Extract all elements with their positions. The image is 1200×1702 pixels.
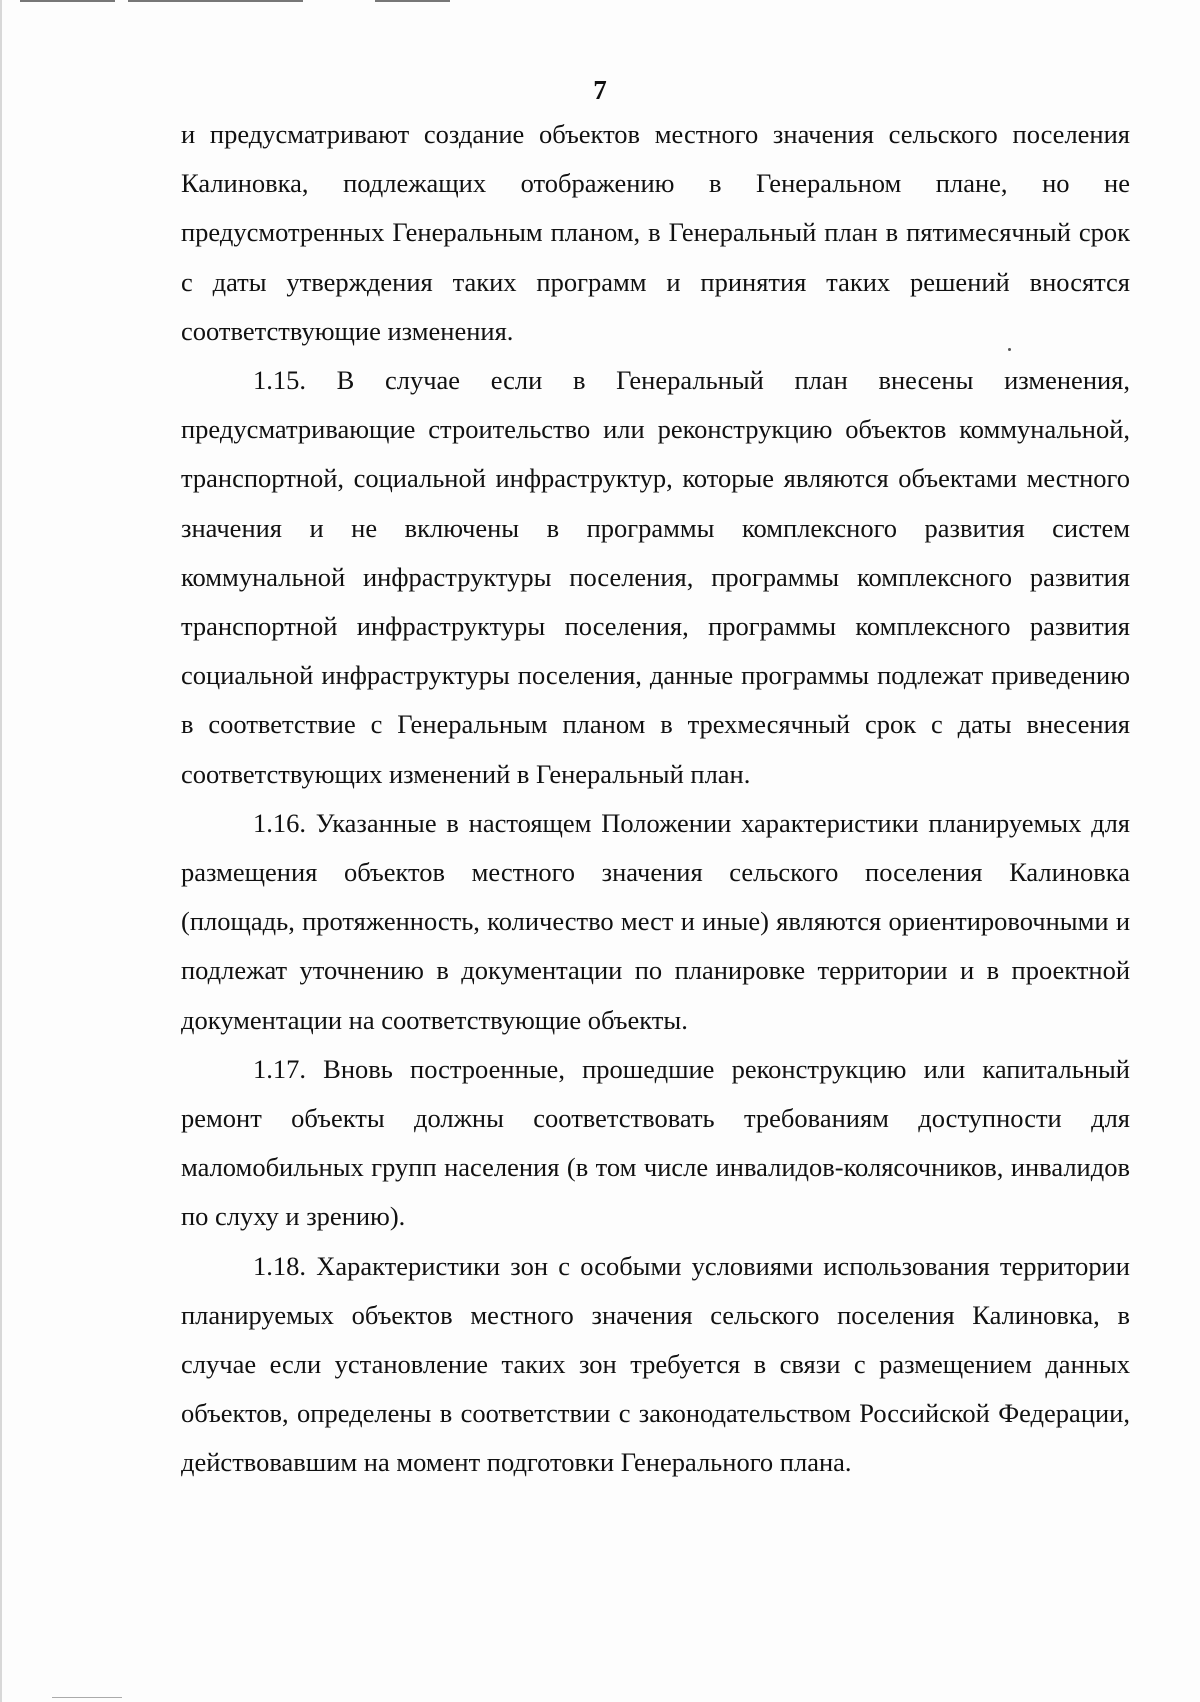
scan-line-artifact <box>52 1697 122 1698</box>
paragraph-1-16: 1.16. Указанные в настоящем Положении характеристики планируемых для размещения объектов местного значения сельского поселения Калиновка (площадь, протяженность, количество мест и иные) являются ориентировочными и подлежат уточнению в документации по планировке территории и в проектной документации на соответствующие объекты. <box>181 807 1130 1035</box>
scan-line-artifact <box>128 0 303 2</box>
page-number: 7 <box>593 75 607 105</box>
paragraph-1-17: 1.17. Вновь построенные, прошедшие реконструкцию или капитальный ремонт объекты должны соответствовать требованиям доступности для маломобильных групп населения (в том числе инвалидов-колясочников, инвалидов по слуху и зрению). <box>181 1053 1130 1232</box>
scan-line-artifact <box>20 0 115 2</box>
scan-edge-artifact <box>0 0 2 1702</box>
paragraph-1-18: 1.18. Характеристики зон с особыми условиями использования территории планируемых объектов местного значения сельского поселения Калиновка, в случае если установление таких зон требуется в связи с размещением данных объектов, определены в соответствии с законодательством Российской Федерации, действовавшим на момент подготовки Генерального плана. <box>181 1250 1130 1478</box>
paragraph-1-15: 1.15. В случае если в Генеральный план внесены изменения, предусматривающие строительство или реконструкцию объектов коммунальной, транспортной, социальной инфраструктур, которые являются объектами местного значения и не включены в программы комплексного развития систем коммунальной инфраструктуры поселения, программы комплексного развития транспортной инфраструктуры поселения, программы комплексного развития социальной инфраструктуры поселения, данные программы подлежат приведению в соответствие с Генеральным планом в трехмесячный срок с даты внесения соответствующих изменений в Генеральный план. <box>181 365 1130 789</box>
scan-line-artifact <box>375 0 450 2</box>
document-body <box>181 110 1130 1488</box>
paragraph-continuation: и предусматривают создание объектов местного значения сельского поселения Калиновка, подлежащих отображению в Генеральном плане, но не предусмотренных Генеральным планом, в Генеральный план в пятимесячный срок с даты утверждения таких программ и принятия таких решений вносятся соответствующие изменения. <box>181 119 1130 346</box>
